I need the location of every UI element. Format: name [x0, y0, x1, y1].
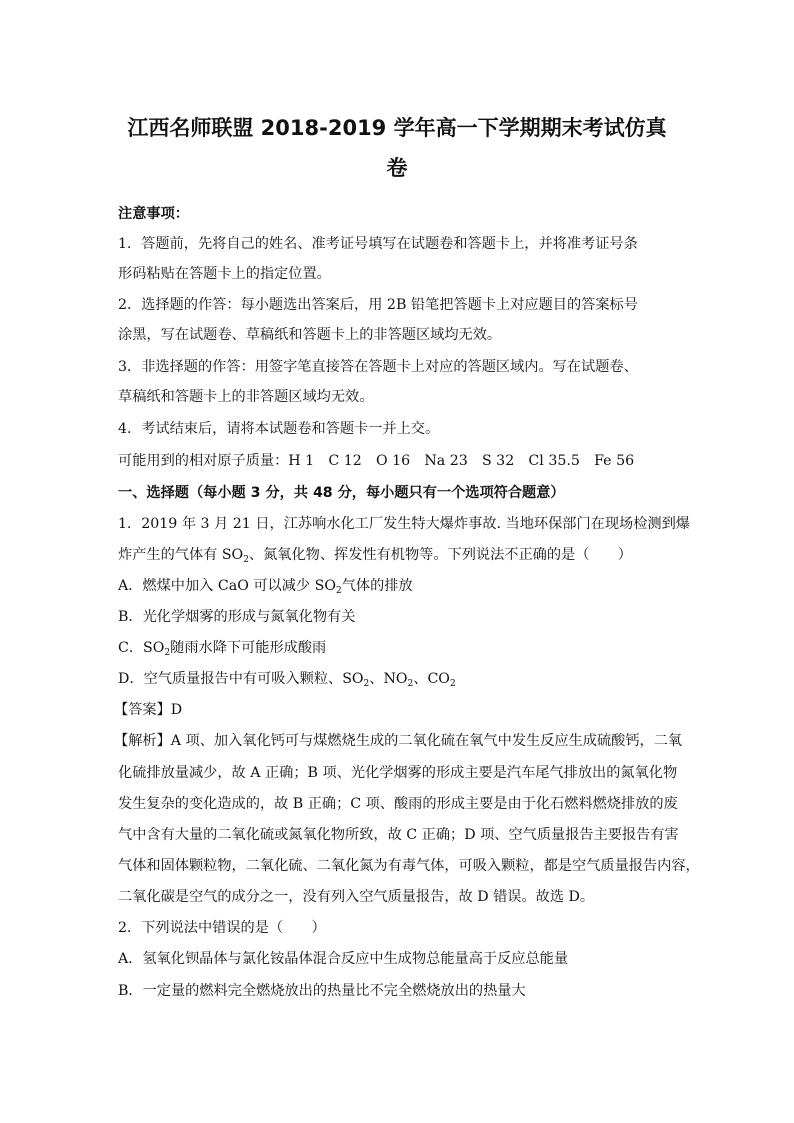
question-1-analysis: 气中含有大量的二氧化硫或氮氧化物所致，故 C 正确；D 项、空气质量报告主要报告有害 [118, 827, 679, 843]
question-1-option-c: C．$SO_2$随雨水降下可能形成酸雨 [118, 640, 327, 658]
atomic-masses: 可能用到的相对原子质量：H 1 C 12 O 16 Na 23 S 32 Cl 35.5 Fe 56 [118, 453, 635, 469]
notice-line: 2．选择题的作答：每小题选出答案后，用 2B 铅笔把答题卡上对应题目的答案标号 [118, 297, 638, 313]
question-2-option-a: A．氢氧化钡晶体与氯化铵晶体混合反应中生成物总能量高于反应总能量 [118, 951, 569, 967]
question-1-option-a: A．燃煤中加入 CaO 可以减少 $SO_2$气体的排放 [118, 578, 413, 596]
document-title-line2: 卷 [386, 156, 408, 180]
question-1-stem-cont: 炸产生的气体有 $SO_2$、氮氧化物、挥发性有机物等。下列说法不正确的是（ ） [118, 547, 632, 565]
question-1-option-b: B．光化学烟雾的形成与氮氧化物有关 [118, 609, 356, 625]
question-1-analysis: 气体和固体颗粒物，二氧化硫、二氧化氮为有毒气体，可吸入颗粒，都是空气质量报告内容， [118, 858, 700, 874]
question-2-stem: 2．下列说法中错误的是（ ） [118, 920, 326, 936]
notice-line: 4．考试结束后，请将本试题卷和答题卡一并上交。 [118, 421, 440, 437]
document-title-line1: 江西名师联盟 2018-2019 学年高一下学期期末考试仿真 [127, 116, 667, 140]
notice-line: 3．非选择题的作答：用签字笔直接答在答题卡上对应的答题区域内。写在试题卷、 [118, 359, 638, 375]
section-heading: 一、选择题（每小题 3 分，共 48 分，每小题只有一个选项符合题意） [118, 485, 565, 501]
question-1-analysis: 【解析】A 项、加入氧化钙可与煤燃烧生成的二氧化硫在氧气中发生反应生成硫酸钙，二氧 [114, 733, 683, 749]
notice-heading: 注意事项： [118, 206, 189, 222]
question-1-option-d: D．空气质量报告中有可吸入颗粒、$SO_2$、$NO_2$、$CO_2$ [118, 671, 456, 689]
question-2-option-b: B．一定量的燃料完全燃烧放出的热量比不完全燃烧放出的热量大 [118, 983, 526, 999]
question-1-analysis: 二氧化碳是空气的成分之一，没有列入空气质量报告，故 D 错误。故选 D。 [118, 889, 595, 905]
notice-line: 1．答题前，先将自己的姓名、准考证号填写在试题卷和答题卡上，并将准考证号条 [118, 236, 638, 252]
question-1-analysis: 化硫排放量减少，故 A 正确；B 项、光化学烟雾的形成主要是汽车尾气排放出的氮氧化物 [118, 765, 678, 781]
notice-line: 形码粘贴在答题卡上的指定位置。 [118, 266, 331, 282]
notice-line: 草稿纸和答题卡上的非答题区域均无效。 [118, 389, 374, 405]
question-1-answer: 【答案】D [114, 702, 183, 718]
question-1-stem: 1．2019 年 3 月 21 日，江苏响水化工厂发生特大爆炸事故. 当地环保部门在现场检测到爆 [118, 516, 690, 532]
notice-line: 涂黑，写在试题卷、草稿纸和答题卡上的非答题区域均无效。 [118, 327, 502, 343]
question-1-analysis: 发生复杂的变化造成的，故 B 正确；C 项、酸雨的形成主要是由于化石燃料燃烧排放的废 [118, 796, 678, 812]
